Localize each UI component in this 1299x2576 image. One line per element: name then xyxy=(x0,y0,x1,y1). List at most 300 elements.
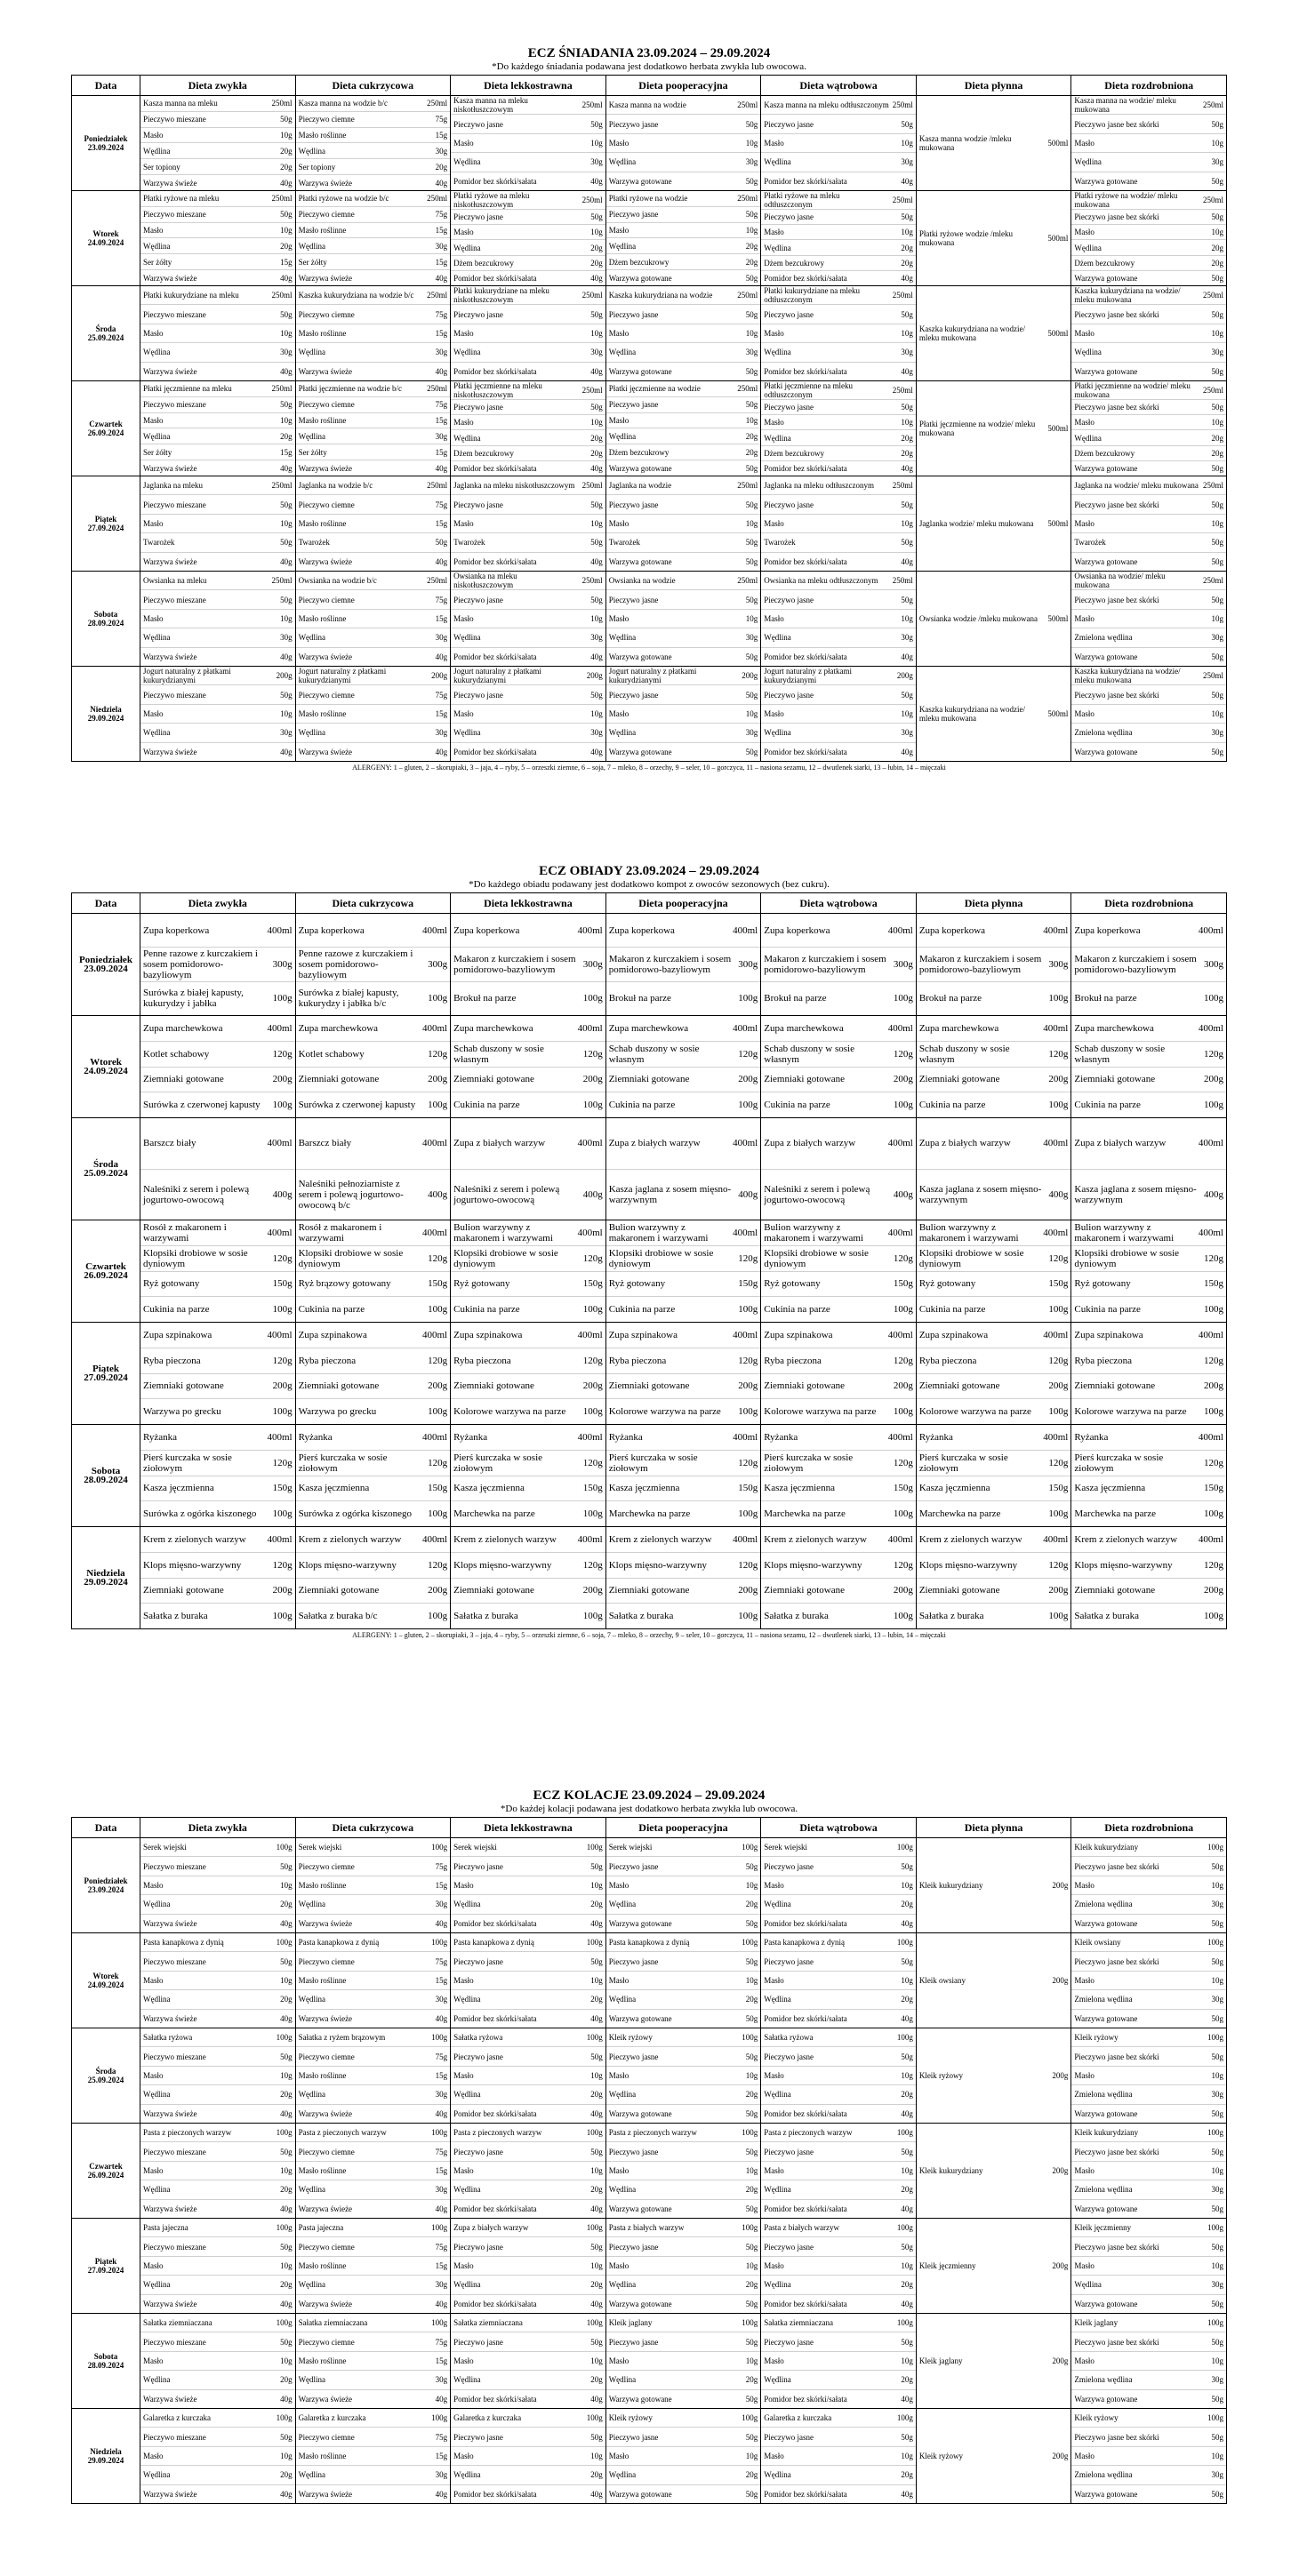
meal-item xyxy=(451,1297,605,1322)
meal-name: Wędlina xyxy=(143,1900,171,1909)
meal-item xyxy=(761,2085,916,2104)
meal-list xyxy=(917,914,1071,1015)
meal-portion: 10g xyxy=(1211,2356,1223,2366)
meal-name: Twarożek xyxy=(1074,538,1106,548)
meal-item xyxy=(140,572,295,590)
meal-name: Makaron z kurczakiem i sosem pomidorowo-bazyliowym xyxy=(608,953,732,975)
meal-item xyxy=(296,254,451,270)
meal-portion: 100g xyxy=(276,1938,293,1948)
meal-name: Ryba pieczona xyxy=(608,1355,667,1366)
meal-item xyxy=(761,2047,916,2066)
meal-item xyxy=(140,460,295,476)
meal-item xyxy=(606,428,761,444)
column-header: Dieta cukrzycowa xyxy=(295,1818,451,1838)
meal-name: Sałatka ryżowa xyxy=(453,2033,503,2043)
meal-name: Ziemniaki gotowane xyxy=(918,1585,1000,1596)
meal-portion: 200g xyxy=(1204,1585,1223,1596)
meal-name: Wędlina xyxy=(143,2470,171,2480)
meal-name: Pieczywo jasne bez skórki xyxy=(1074,2242,1159,2252)
meal-portion: 120g xyxy=(1204,1559,1223,1571)
meal-item xyxy=(761,153,916,172)
meal-item xyxy=(140,270,295,285)
meal-item xyxy=(761,1323,916,1348)
meal-portion: 200g xyxy=(272,1585,293,1596)
meal-item xyxy=(761,1972,916,1990)
meal-item xyxy=(761,1501,916,1526)
meal-portion: 100g xyxy=(1207,1938,1223,1948)
meal-name: Sałatka ziemniaczana xyxy=(764,2318,833,2328)
meal-item xyxy=(606,191,761,207)
meal-name: Kaszka kukurydziana na wodzie/ mleku mukowana xyxy=(1074,286,1181,305)
meal-name: Ser żółty xyxy=(143,447,172,457)
diet-cell xyxy=(605,476,761,572)
meal-item xyxy=(140,343,295,362)
meal-item xyxy=(606,2371,761,2389)
meal-portion: 10g xyxy=(590,139,603,148)
meal-list xyxy=(761,914,916,1015)
meal-item xyxy=(451,1425,605,1451)
meal-portion: 20g xyxy=(280,1900,293,1909)
meal-portion: 30g xyxy=(435,633,448,643)
meal-name: Masło xyxy=(453,2356,474,2366)
meal-list xyxy=(451,1220,605,1322)
day-name: Poniedziałek xyxy=(84,1876,128,1885)
meal-name: Klopsiki drobiowe w sosie dyniowym xyxy=(918,1247,1024,1269)
meal-portion: 400ml xyxy=(422,1533,448,1545)
meal-list xyxy=(606,2409,761,2503)
meal-item xyxy=(296,1476,451,1502)
meal-item xyxy=(1071,1915,1226,1932)
meal-item xyxy=(606,1895,761,1914)
meal-name: Wędlina xyxy=(298,2375,326,2385)
meal-item xyxy=(1071,1170,1226,1220)
meal-item xyxy=(451,2295,605,2313)
day-name: Czwartek xyxy=(89,2162,123,2171)
day-row xyxy=(72,1118,1227,1220)
meal-name: Zupa szpinakowa xyxy=(608,1329,678,1340)
meal-name: Pieczywo jasne xyxy=(608,2242,659,2252)
meal-name: Marchewka na parze xyxy=(1074,1508,1156,1520)
diet-cell xyxy=(761,1425,917,1527)
meal-name: Pieczywo jasne xyxy=(453,2337,503,2347)
meal-portion: 100g xyxy=(738,993,758,1004)
meal-name: Warzywa świeże xyxy=(143,2013,197,2023)
diet-cell xyxy=(761,191,917,286)
meal-name: Wędlina xyxy=(298,1995,326,2004)
meal-portion: 400ml xyxy=(733,1227,758,1238)
meal-name: Masło roślinne xyxy=(298,2356,347,2366)
meal-item xyxy=(140,1857,295,1876)
meal-name: Dżem bezcukrowy xyxy=(764,448,824,458)
meal-item xyxy=(451,2180,605,2199)
meal-portion: 10g xyxy=(280,416,293,426)
meal-portion: 500ml xyxy=(1047,614,1069,623)
dinner-table xyxy=(71,1817,1227,2504)
meal-name: Schab duszony w sosie własnym xyxy=(764,1043,854,1065)
meal-name: Warzywa gotowane xyxy=(1074,2013,1138,2023)
meal-portion: 500ml xyxy=(1047,234,1069,243)
diet-cell xyxy=(605,914,761,1016)
meal-portion: 50g xyxy=(1211,2204,1223,2213)
meal-name: Twarożek xyxy=(298,538,330,548)
meal-portion: 40g xyxy=(901,176,913,186)
meal-item xyxy=(606,476,761,495)
meal-portion: 75g xyxy=(435,400,448,410)
meal-item xyxy=(761,1374,916,1400)
meal-portion: 400ml xyxy=(422,1431,448,1443)
meal-portion: 75g xyxy=(435,1861,448,1871)
meal-name: Warzywa po grecku xyxy=(143,1406,221,1418)
column-header: Dieta cukrzycowa xyxy=(295,893,451,914)
meal-name: Pomidor bez skórki/sałata xyxy=(453,556,537,566)
meal-item xyxy=(451,705,605,724)
meal-item xyxy=(761,1476,916,1502)
meal-item xyxy=(296,1838,451,1857)
meal-name: Dżem bezcukrowy xyxy=(1074,258,1135,268)
meal-name: Wędlina xyxy=(143,241,171,251)
meal-list xyxy=(917,2219,1071,2313)
meal-portion: 20g xyxy=(745,447,758,457)
meal-list xyxy=(140,1425,295,1526)
meal-name: Pieczywo jasne xyxy=(453,1956,503,1966)
meal-name: Pieczywo jasne xyxy=(608,595,659,604)
diet-cell xyxy=(140,2314,296,2409)
meal-item xyxy=(917,1579,1071,1604)
diet-cell xyxy=(605,667,761,762)
meal-portion: 50g xyxy=(1211,2013,1223,2023)
lunch-allergens: ALERGENY: 1 – gluten, 2 – skorupiaki, 3 – jaja, 4 – ryby, 5 – orzeszki ziemne, 6 – soja, 7 – mleko, 8 – orzechy, 9 – seler, 10 – gorczyca, 11 – nasiona sezamu, 12 – dwutlenek siarki, 13 – łubin, 14 – mięczaki xyxy=(352,1631,946,1639)
meal-name: Masło xyxy=(1074,418,1095,428)
meal-portion: 100g xyxy=(428,1611,448,1622)
meal-portion: 300g xyxy=(1204,958,1223,970)
meal-name: Płatki jęczmienne na wodzie xyxy=(608,384,701,394)
diet-cell xyxy=(761,1933,917,2028)
meal-name: Pasta kanapkowa z dynią xyxy=(764,1938,845,1948)
meal-name: Pierś kurczaka w sosie ziołowym xyxy=(918,1452,1008,1474)
meal-item xyxy=(1071,1895,1226,1914)
meal-item xyxy=(451,2276,605,2294)
meal-name: Kasza manna wodzie /mleku mukowana xyxy=(918,134,1012,152)
meal-item xyxy=(606,2142,761,2161)
meal-portion: 50g xyxy=(901,119,913,129)
meal-item xyxy=(1071,2257,1226,2276)
day-date: 29.09.2024 xyxy=(87,714,124,723)
meal-portion: 10g xyxy=(745,2261,758,2271)
meal-portion: 500ml xyxy=(1047,139,1069,148)
meal-list xyxy=(917,572,1071,666)
meal-portion: 15g xyxy=(435,519,448,529)
meal-portion: 400ml xyxy=(577,924,603,936)
meal-portion: 250ml xyxy=(892,386,913,395)
meal-item xyxy=(140,685,295,704)
meal-item xyxy=(451,533,605,552)
diet-cell xyxy=(761,1016,917,1118)
meal-name: Klops mięsno-warzywny xyxy=(1074,1559,1173,1571)
meal-list xyxy=(451,381,605,476)
meal-portion: 50g xyxy=(901,1956,913,1966)
meal-item xyxy=(451,2314,605,2332)
meal-name: Ser topiony xyxy=(298,162,336,172)
meal-portion: 20g xyxy=(745,2375,758,2385)
meal-item xyxy=(761,914,916,948)
meal-name: Wędlina xyxy=(453,2375,481,2385)
meal-portion: 10g xyxy=(901,2452,913,2461)
meal-item xyxy=(140,553,295,571)
meal-name: Bulion warzywny z makaronem i warzywami xyxy=(608,1221,709,1244)
meal-item xyxy=(140,159,295,175)
meal-portion: 150g xyxy=(1204,1278,1223,1290)
dinner-note: *Do każdej kolacji podawana jest dodatkowo herbata zwykła lub owocowa. xyxy=(500,1804,798,1814)
day-row xyxy=(72,2124,1227,2219)
meal-portion: 30g xyxy=(745,157,758,167)
meal-name: Cukinia na parze xyxy=(764,1304,830,1316)
meal-name: Kleik jęczmienny xyxy=(1074,2223,1132,2233)
diet-cell xyxy=(295,1118,451,1220)
meal-list xyxy=(140,914,295,1015)
lunch-note: *Do każdego obiadu podawany jest dodatkowo kompot z owoców sezonowych (bez cukru). xyxy=(469,879,830,890)
meal-portion: 10g xyxy=(1211,1976,1223,1986)
meal-portion: 50g xyxy=(1211,2337,1223,2347)
meal-portion: 30g xyxy=(280,348,293,357)
meal-portion: 100g xyxy=(586,2033,603,2043)
meal-name: Sałatka z buraka xyxy=(453,1611,518,1622)
diet-cell xyxy=(605,286,761,381)
meal-item xyxy=(296,948,451,981)
meal-portion: 50g xyxy=(745,309,758,319)
meal-portion: 50g xyxy=(590,2052,603,2061)
meal-name: Wędlina xyxy=(764,2090,791,2100)
meal-name: Ryż gotowany xyxy=(608,1278,666,1290)
meal-portion: 75g xyxy=(435,210,448,220)
meal-name: Kasza manna na wodzie b/c xyxy=(298,99,389,108)
meal-portion: 100g xyxy=(276,1843,293,1852)
meal-item xyxy=(761,1553,916,1579)
meal-portion: 400ml xyxy=(887,924,913,936)
meal-item xyxy=(296,724,451,742)
column-header: Dieta wątrobowa xyxy=(761,893,917,914)
meal-item xyxy=(761,553,916,571)
meal-item xyxy=(761,1297,916,1322)
meal-portion: 20g xyxy=(280,162,293,172)
meal-item xyxy=(1071,476,1226,495)
meal-name: Pierś kurczaka w sosie ziołowym xyxy=(764,1452,854,1474)
meal-name: Serek wiejski xyxy=(764,1843,807,1852)
day-date: 23.09.2024 xyxy=(84,964,128,974)
meal-item xyxy=(1071,271,1226,285)
diet-cell xyxy=(1071,1323,1227,1425)
meal-portion: 40g xyxy=(901,2489,913,2499)
meal-name: Masło xyxy=(608,614,629,624)
meal-name: Barszcz biały xyxy=(298,1138,352,1149)
meal-name: Owsianka na mleku niskotłuszczowym xyxy=(453,572,517,590)
meal-list xyxy=(1071,1527,1226,1628)
meal-portion: 120g xyxy=(428,1559,448,1571)
meal-name: Wędlina xyxy=(608,633,637,643)
meal-name: Wędlina xyxy=(608,241,637,251)
meal-item xyxy=(1071,343,1226,362)
meal-item xyxy=(761,533,916,552)
meal-name: Wędlina xyxy=(453,2185,481,2195)
meal-item xyxy=(140,1501,295,1526)
meal-name: Zupa z białych warzyw xyxy=(764,1138,856,1149)
column-header: Dieta wątrobowa xyxy=(761,1818,917,1838)
meal-name: Warzywa świeże xyxy=(298,273,353,283)
meal-item xyxy=(140,1374,295,1400)
meal-name: Masło xyxy=(1074,1881,1095,1891)
meal-item xyxy=(296,143,451,159)
diet-cell xyxy=(140,1933,296,2028)
meal-portion: 15g xyxy=(435,257,448,267)
meal-portion: 30g xyxy=(1211,2375,1223,2385)
meal-item xyxy=(1071,1972,1226,1990)
meal-portion: 40g xyxy=(435,652,448,661)
meal-item xyxy=(140,1915,295,1932)
meal-portion: 200g xyxy=(1052,2071,1069,2080)
meal-name: Cukinia na parze xyxy=(298,1304,365,1316)
meal-item xyxy=(761,628,916,647)
meal-name: Cukinia na parze xyxy=(918,1304,986,1316)
meal-portion: 50g xyxy=(1211,2108,1223,2118)
meal-item xyxy=(761,446,916,461)
meal-item xyxy=(451,914,605,948)
meal-name: Kleik kukurydziany xyxy=(918,2166,983,2175)
meal-name: Pieczywo jasne xyxy=(764,2337,814,2347)
meal-item xyxy=(606,2219,761,2237)
meal-portion: 10g xyxy=(901,1881,913,1891)
meal-name: Pieczywo jasne xyxy=(764,1956,814,1966)
meal-portion: 250ml xyxy=(892,291,913,300)
meal-portion: 30g xyxy=(590,633,603,643)
meal-list xyxy=(917,2314,1071,2408)
meal-name: Jaglanka wodzie/ mleku mukowana xyxy=(918,519,1034,528)
day-name: Sobota xyxy=(93,2352,118,2361)
meal-item xyxy=(606,2067,761,2085)
meal-name: Warzywa gotowane xyxy=(608,366,672,376)
meal-item xyxy=(606,743,761,761)
meal-item xyxy=(761,2466,916,2484)
day-name: Czwartek xyxy=(85,1261,126,1272)
diet-cell xyxy=(451,1220,606,1323)
diet-cell xyxy=(295,1016,451,1118)
meal-name: Pieczywo jasne xyxy=(608,690,659,700)
day-cell xyxy=(72,476,140,572)
meal-name: Sałatka z buraka xyxy=(764,1611,829,1622)
meal-name: Pieczywo jasne xyxy=(764,309,814,319)
meal-item xyxy=(761,1604,916,1628)
day-date: 24.09.2024 xyxy=(87,1980,124,1989)
meal-item xyxy=(140,1933,295,1952)
meal-item xyxy=(761,1092,916,1117)
meal-name: Penne razowe z kurczakiem i sosem pomidorowo-bazyliowym xyxy=(298,948,413,980)
meal-name: Wędlina xyxy=(453,2090,481,2100)
meal-item xyxy=(451,191,605,210)
meal-portion: 300g xyxy=(428,958,448,970)
meal-name: Pieczywo ciemne xyxy=(298,115,355,124)
meal-item xyxy=(451,1527,605,1553)
meal-portion: 50g xyxy=(901,2432,913,2442)
diet-cell xyxy=(916,2409,1071,2504)
meal-name: Wędlina xyxy=(143,633,171,643)
meal-name: Wędlina xyxy=(764,2375,791,2385)
meal-item xyxy=(606,705,761,724)
meal-item xyxy=(606,207,761,223)
meal-item xyxy=(140,413,295,429)
column-header: Dieta rozdrobniona xyxy=(1071,76,1227,96)
meal-portion: 120g xyxy=(582,1559,603,1571)
meal-name: Masło xyxy=(1074,2356,1095,2366)
meal-name: Zupa szpinakowa xyxy=(453,1329,523,1340)
meal-portion: 40g xyxy=(901,2394,913,2404)
meal-item xyxy=(761,2142,916,2161)
meal-item xyxy=(451,495,605,514)
meal-name: Masło xyxy=(608,226,629,236)
meal-item xyxy=(761,1895,916,1914)
meal-item xyxy=(296,476,451,495)
meal-item xyxy=(296,533,451,552)
meal-portion: 50g xyxy=(745,2108,758,2118)
meal-name: Wędlina xyxy=(764,243,791,252)
meal-portion: 50g xyxy=(745,2337,758,2347)
meal-item xyxy=(761,1933,916,1952)
meal-item xyxy=(296,270,451,285)
meal-portion: 400ml xyxy=(577,1431,603,1443)
meal-portion: 50g xyxy=(901,500,913,509)
column-header: Dieta płynna xyxy=(916,893,1071,914)
meal-list xyxy=(761,2219,916,2313)
meal-list xyxy=(1071,1933,1226,2028)
meal-item xyxy=(1071,134,1226,153)
meal-name: Pomidor bez skórki/sałata xyxy=(764,2394,847,2404)
meal-item xyxy=(451,1272,605,1298)
meal-name: Zmielona wędlina xyxy=(1074,2375,1133,2385)
meal-item xyxy=(451,400,605,415)
meal-portion: 20g xyxy=(280,2185,293,2195)
meal-item xyxy=(296,1323,451,1348)
meal-item xyxy=(606,628,761,647)
day-cell xyxy=(72,96,140,191)
meal-item xyxy=(761,2332,916,2351)
meal-portion: 20g xyxy=(745,1995,758,2004)
breakfast-section xyxy=(71,46,1227,772)
meal-list xyxy=(1071,2409,1226,2503)
meal-item xyxy=(451,1553,605,1579)
meal-portion: 20g xyxy=(901,2185,913,2195)
meal-name: Płatki kukurydziane na mleku xyxy=(143,291,239,300)
meal-portion: 100g xyxy=(276,2413,293,2423)
meal-item xyxy=(140,1876,295,1895)
meal-item xyxy=(761,343,916,362)
meal-name: Ryba pieczona xyxy=(1074,1355,1132,1366)
meal-item xyxy=(606,2485,761,2503)
meal-item xyxy=(761,430,916,445)
meal-portion: 40g xyxy=(901,556,913,566)
meal-portion: 400ml xyxy=(267,1329,293,1340)
meal-portion: 30g xyxy=(435,241,448,251)
meal-item xyxy=(140,2142,295,2161)
meal-portion: 150g xyxy=(893,1278,913,1290)
breakfast-note: *Do każdego śniadania podawana jest dodatkowo herbata zwykła lub owocowa. xyxy=(492,61,806,72)
meal-item xyxy=(761,1042,916,1068)
meal-name: Masło xyxy=(1074,2166,1095,2176)
meal-item xyxy=(1071,2124,1226,2142)
meal-name: Dżem bezcukrowy xyxy=(453,258,514,268)
day-cell xyxy=(72,1118,140,1220)
meal-item xyxy=(1071,1323,1226,1348)
meal-name: Pasta kanapkowa z dynią xyxy=(143,1938,224,1948)
meal-name: Jogurt naturalny z płatkami kukurydzianymi xyxy=(764,667,852,685)
meal-item xyxy=(296,305,451,324)
meal-name: Pieczywo jasne xyxy=(453,309,503,319)
